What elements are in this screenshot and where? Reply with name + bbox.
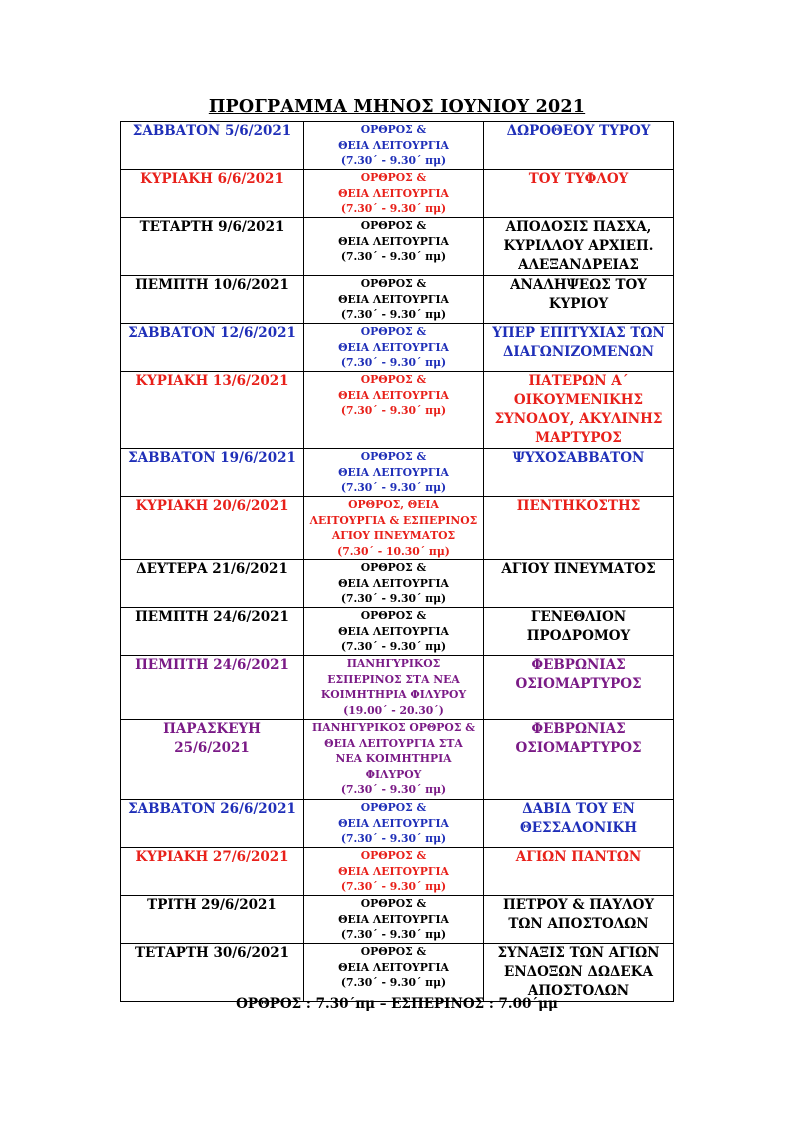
schedule-body xyxy=(121,122,674,1002)
date-cell: ΔΕΥΤΕΡΑ 21/6/2021 xyxy=(121,560,304,608)
service-line: ΘΕΙΑ ΛΕΙΤΟΥΡΓΙΑ xyxy=(338,864,449,878)
page-title: ΠΡΟΓΡΑΜΜΑ ΜΗΝΟΣ ΙΟΥΝΙΟΥ 2021 xyxy=(208,97,586,117)
service-line: (7.30΄ - 9.30΄ πμ) xyxy=(340,592,447,605)
service-line: ΠΑΝΗΓΥΡΙΚΟΣ xyxy=(346,657,441,670)
service-line: ΟΡΘΡΟΣ & xyxy=(360,171,427,184)
service-cell xyxy=(304,449,484,497)
service-cell xyxy=(304,372,484,449)
service-line: ΘΕΙΑ ΛΕΙΤΟΥΡΓΙΑ ΣΤΑ xyxy=(324,736,463,750)
service-line: (7.30΄ - 9.30΄ πμ) xyxy=(340,356,447,369)
service-line: ΘΕΙΑ ΛΕΙΤΟΥΡΓΙΑ xyxy=(338,960,449,974)
service-line: (7.30΄ - 9.30΄ πμ) xyxy=(340,154,447,167)
service-cell xyxy=(304,944,484,1002)
service-line: ΟΡΘΡΟΣ & xyxy=(360,849,427,862)
table-row xyxy=(121,848,674,896)
service-line: ΘΕΙΑ ΛΕΙΤΟΥΡΓΙΑ xyxy=(338,340,449,354)
table-row xyxy=(121,896,674,944)
service-line: ΟΡΘΡΟΣ & xyxy=(360,123,427,136)
feast-cell: ΑΓΙΩΝ ΠΑΝΤΩΝ xyxy=(484,848,674,896)
service-line: ΝΕΑ ΚΟΙΜΗΤΗΡΙΑ xyxy=(335,752,452,765)
service-cell xyxy=(304,608,484,656)
service-cell xyxy=(304,122,484,170)
service-cell xyxy=(304,560,484,608)
service-line: (7.30΄ - 9.30΄ πμ) xyxy=(340,783,447,796)
service-cell xyxy=(304,800,484,848)
date-cell: ΚΥΡΙΑΚΗ 6/6/2021 xyxy=(121,170,304,218)
table-row xyxy=(121,497,674,560)
service-line: ΘΕΙΑ ΛΕΙΤΟΥΡΓΙΑ xyxy=(338,576,449,590)
service-line: ΟΡΘΡΟΣ & xyxy=(360,801,427,814)
service-cell xyxy=(304,170,484,218)
service-line: ΘΕΙΑ ΛΕΙΤΟΥΡΓΙΑ xyxy=(338,292,449,306)
date-cell: ΚΥΡΙΑΚΗ 20/6/2021 xyxy=(121,497,304,560)
service-line: ΟΡΘΡΟΣ & xyxy=(360,325,427,338)
service-line: (7.30΄ - 9.30΄ πμ) xyxy=(340,404,447,417)
date-cell: ΣΑΒΒΑΤΟΝ 19/6/2021 xyxy=(121,449,304,497)
table-row xyxy=(121,170,674,218)
table-row xyxy=(121,449,674,497)
service-line: (7.30΄ - 9.30΄ πμ) xyxy=(340,481,447,494)
feast-cell: ΔΩΡΟΘΕΟΥ ΤΥΡΟΥ xyxy=(484,122,674,170)
table-row xyxy=(121,608,674,656)
service-line: ΦΙΛΥΡΟΥ xyxy=(365,767,422,781)
table-row xyxy=(121,372,674,449)
feast-cell: ΥΠΕΡ ΕΠΙΤΥΧΙΑΣ ΤΩΝ ΔΙΑΓΩΝΙΖΟΜΕΝΩΝ xyxy=(484,324,674,372)
service-line: ΛΕΙΤΟΥΡΓΙΑ & ΕΣΠΕΡΙΝΟΣ xyxy=(309,513,478,527)
service-cell xyxy=(304,656,484,720)
table-row xyxy=(121,218,674,276)
feast-cell: ΠΑΤΕΡΩΝ Α΄ ΟΙΚΟΥΜΕΝΙΚΗΣ ΣΥΝΟΔΟΥ, ΑΚΥΛΙΝΗΣ ΜΑΡΤΥΡΟΣ xyxy=(484,372,674,449)
date-cell: ΠΕΜΠΤΗ 10/6/2021 xyxy=(121,276,304,324)
service-line: ΟΡΘΡΟΣ & xyxy=(360,945,427,958)
date-cell: ΚΥΡΙΑΚΗ 27/6/2021 xyxy=(121,848,304,896)
service-line: ΚΟΙΜΗΤΗΡΙΑ ΦΙΛΥΡΟΥ xyxy=(320,688,467,701)
feast-cell: ΑΝΑΛΗΨΕΩΣ ΤΟΥ ΚΥΡΙΟΥ xyxy=(484,276,674,324)
service-line: ΘΕΙΑ ΛΕΙΤΟΥΡΓΙΑ xyxy=(338,388,449,402)
service-line: ΘΕΙΑ ΛΕΙΤΟΥΡΓΙΑ xyxy=(338,186,449,200)
date-cell: ΠΕΜΠΤΗ 24/6/2021 xyxy=(121,656,304,720)
service-line: ΟΡΘΡΟΣ & xyxy=(360,277,427,290)
table-row xyxy=(121,800,674,848)
feast-cell: ΦΕΒΡΩΝΙΑΣ ΟΣΙΟΜΑΡΤΥΡΟΣ xyxy=(484,656,674,720)
service-line: ΘΕΙΑ ΛΕΙΤΟΥΡΓΙΑ xyxy=(338,816,449,830)
service-line: ΠΑΝΗΓΥΡΙΚΟΣ ΟΡΘΡΟΣ & xyxy=(312,721,475,734)
table-row xyxy=(121,560,674,608)
service-line: ΟΡΘΡΟΣ & xyxy=(360,561,427,574)
service-cell xyxy=(304,497,484,560)
date-cell: ΤΕΤΑΡΤΗ 30/6/2021 xyxy=(121,944,304,1002)
table-row xyxy=(121,276,674,324)
service-cell xyxy=(304,276,484,324)
feast-cell: ΔΑΒΙΔ ΤΟΥ ΕΝ ΘΕΣΣΑΛΟΝΙΚΗ xyxy=(484,800,674,848)
service-line: ΟΡΘΡΟΣ & xyxy=(360,897,427,910)
service-line: (7.30΄ - 9.30΄ πμ) xyxy=(340,832,447,845)
service-line: ΕΣΠΕΡΙΝΟΣ ΣΤΑ ΝΕΑ xyxy=(327,672,460,686)
table-row xyxy=(121,720,674,800)
footer-note: ΟΡΘΡΟΣ : 7.30΄πμ – ΕΣΠΕΡΙΝΟΣ : 7.00΄μμ xyxy=(236,996,558,1012)
table-row xyxy=(121,944,674,1002)
date-cell: ΤΕΤΑΡΤΗ 9/6/2021 xyxy=(121,218,304,276)
service-line: (7.30΄ - 9.30΄ πμ) xyxy=(340,640,447,653)
table-row xyxy=(121,656,674,720)
service-cell xyxy=(304,324,484,372)
service-line: (7.30΄ - 9.30΄ πμ) xyxy=(340,202,447,215)
feast-cell: ΠΕΝΤΗΚΟΣΤΗΣ xyxy=(484,497,674,560)
service-cell xyxy=(304,218,484,276)
service-line: (7.30΄ - 9.30΄ πμ) xyxy=(340,308,447,321)
table-row xyxy=(121,122,674,170)
service-line: (7.30΄ - 9.30΄ πμ) xyxy=(340,250,447,263)
date-cell: ΚΥΡΙΑΚΗ 13/6/2021 xyxy=(121,372,304,449)
date-cell: ΤΡΙΤΗ 29/6/2021 xyxy=(121,896,304,944)
service-line: (7.30΄ - 9.30΄ πμ) xyxy=(340,880,447,893)
feast-cell: ΤΟΥ ΤΥΦΛΟΥ xyxy=(484,170,674,218)
service-line: ΘΕΙΑ ΛΕΙΤΟΥΡΓΙΑ xyxy=(338,624,449,638)
service-line: ΑΓΙΟΥ ΠΝΕΥΜΑΤΟΣ xyxy=(331,529,456,542)
service-line: (7.30΄ - 10.30΄ πμ) xyxy=(337,544,450,558)
date-cell: ΣΑΒΒΑΤΟΝ 5/6/2021 xyxy=(121,122,304,170)
service-line: ΘΕΙΑ ΛΕΙΤΟΥΡΓΙΑ xyxy=(338,912,449,926)
service-line: ΟΡΘΡΟΣ & xyxy=(360,450,427,463)
feast-cell: ΣΥΝΑΞΙΣ ΤΩΝ ΑΓΙΩΝ ΕΝΔΟΞΩΝ ΔΩΔΕΚΑ ΑΠΟΣΤΟΛΩΝ xyxy=(484,944,674,1002)
feast-cell: ΦΕΒΡΩΝΙΑΣ ΟΣΙΟΜΑΡΤΥΡΟΣ xyxy=(484,720,674,800)
service-line: ΟΡΘΡΟΣ & xyxy=(360,609,427,622)
service-line: ΟΡΘΡΟΣ & xyxy=(360,219,427,232)
service-line: (19.00΄ - 20.30΄) xyxy=(343,703,444,717)
date-cell: ΣΑΒΒΑΤΟΝ 26/6/2021 xyxy=(121,800,304,848)
service-cell xyxy=(304,848,484,896)
service-line: ΟΡΘΡΟΣ & xyxy=(360,373,427,386)
date-cell: ΠΑΡΑΣΚΕΥΗ 25/6/2021 xyxy=(121,720,304,800)
date-cell: ΣΑΒΒΑΤΟΝ 12/6/2021 xyxy=(121,324,304,372)
service-line: ΟΡΘΡΟΣ, ΘΕΙΑ xyxy=(348,498,439,511)
schedule-table xyxy=(120,121,674,1002)
feast-cell: ΑΠΟΔΟΣΙΣ ΠΑΣΧΑ, ΚΥΡΙΛΛΟΥ ΑΡΧΙΕΠ. ΑΛΕΞΑΝΔΡΕΙΑΣ xyxy=(484,218,674,276)
feast-cell: ΠΕΤΡΟΥ & ΠΑΥΛΟΥ ΤΩΝ ΑΠΟΣΤΟΛΩΝ xyxy=(484,896,674,944)
service-line: ΘΕΙΑ ΛΕΙΤΟΥΡΓΙΑ xyxy=(338,465,449,479)
feast-cell: ΨΥΧΟΣΑΒΒΑΤΟΝ xyxy=(484,449,674,497)
feast-cell: ΑΓΙΟΥ ΠΝΕΥΜΑΤΟΣ xyxy=(484,560,674,608)
table-row xyxy=(121,324,674,372)
service-line: ΘΕΙΑ ΛΕΙΤΟΥΡΓΙΑ xyxy=(338,234,449,248)
feast-cell: ΓΕΝΕΘΛΙΟΝ ΠΡΟΔΡΟΜΟΥ xyxy=(484,608,674,656)
date-cell: ΠΕΜΠΤΗ 24/6/2021 xyxy=(121,608,304,656)
service-line: (7.30΄ - 9.30΄ πμ) xyxy=(340,928,447,941)
service-line: (7.30΄ - 9.30΄ πμ) xyxy=(340,976,447,989)
service-cell xyxy=(304,896,484,944)
service-cell xyxy=(304,720,484,800)
service-line: ΘΕΙΑ ΛΕΙΤΟΥΡΓΙΑ xyxy=(338,138,449,152)
